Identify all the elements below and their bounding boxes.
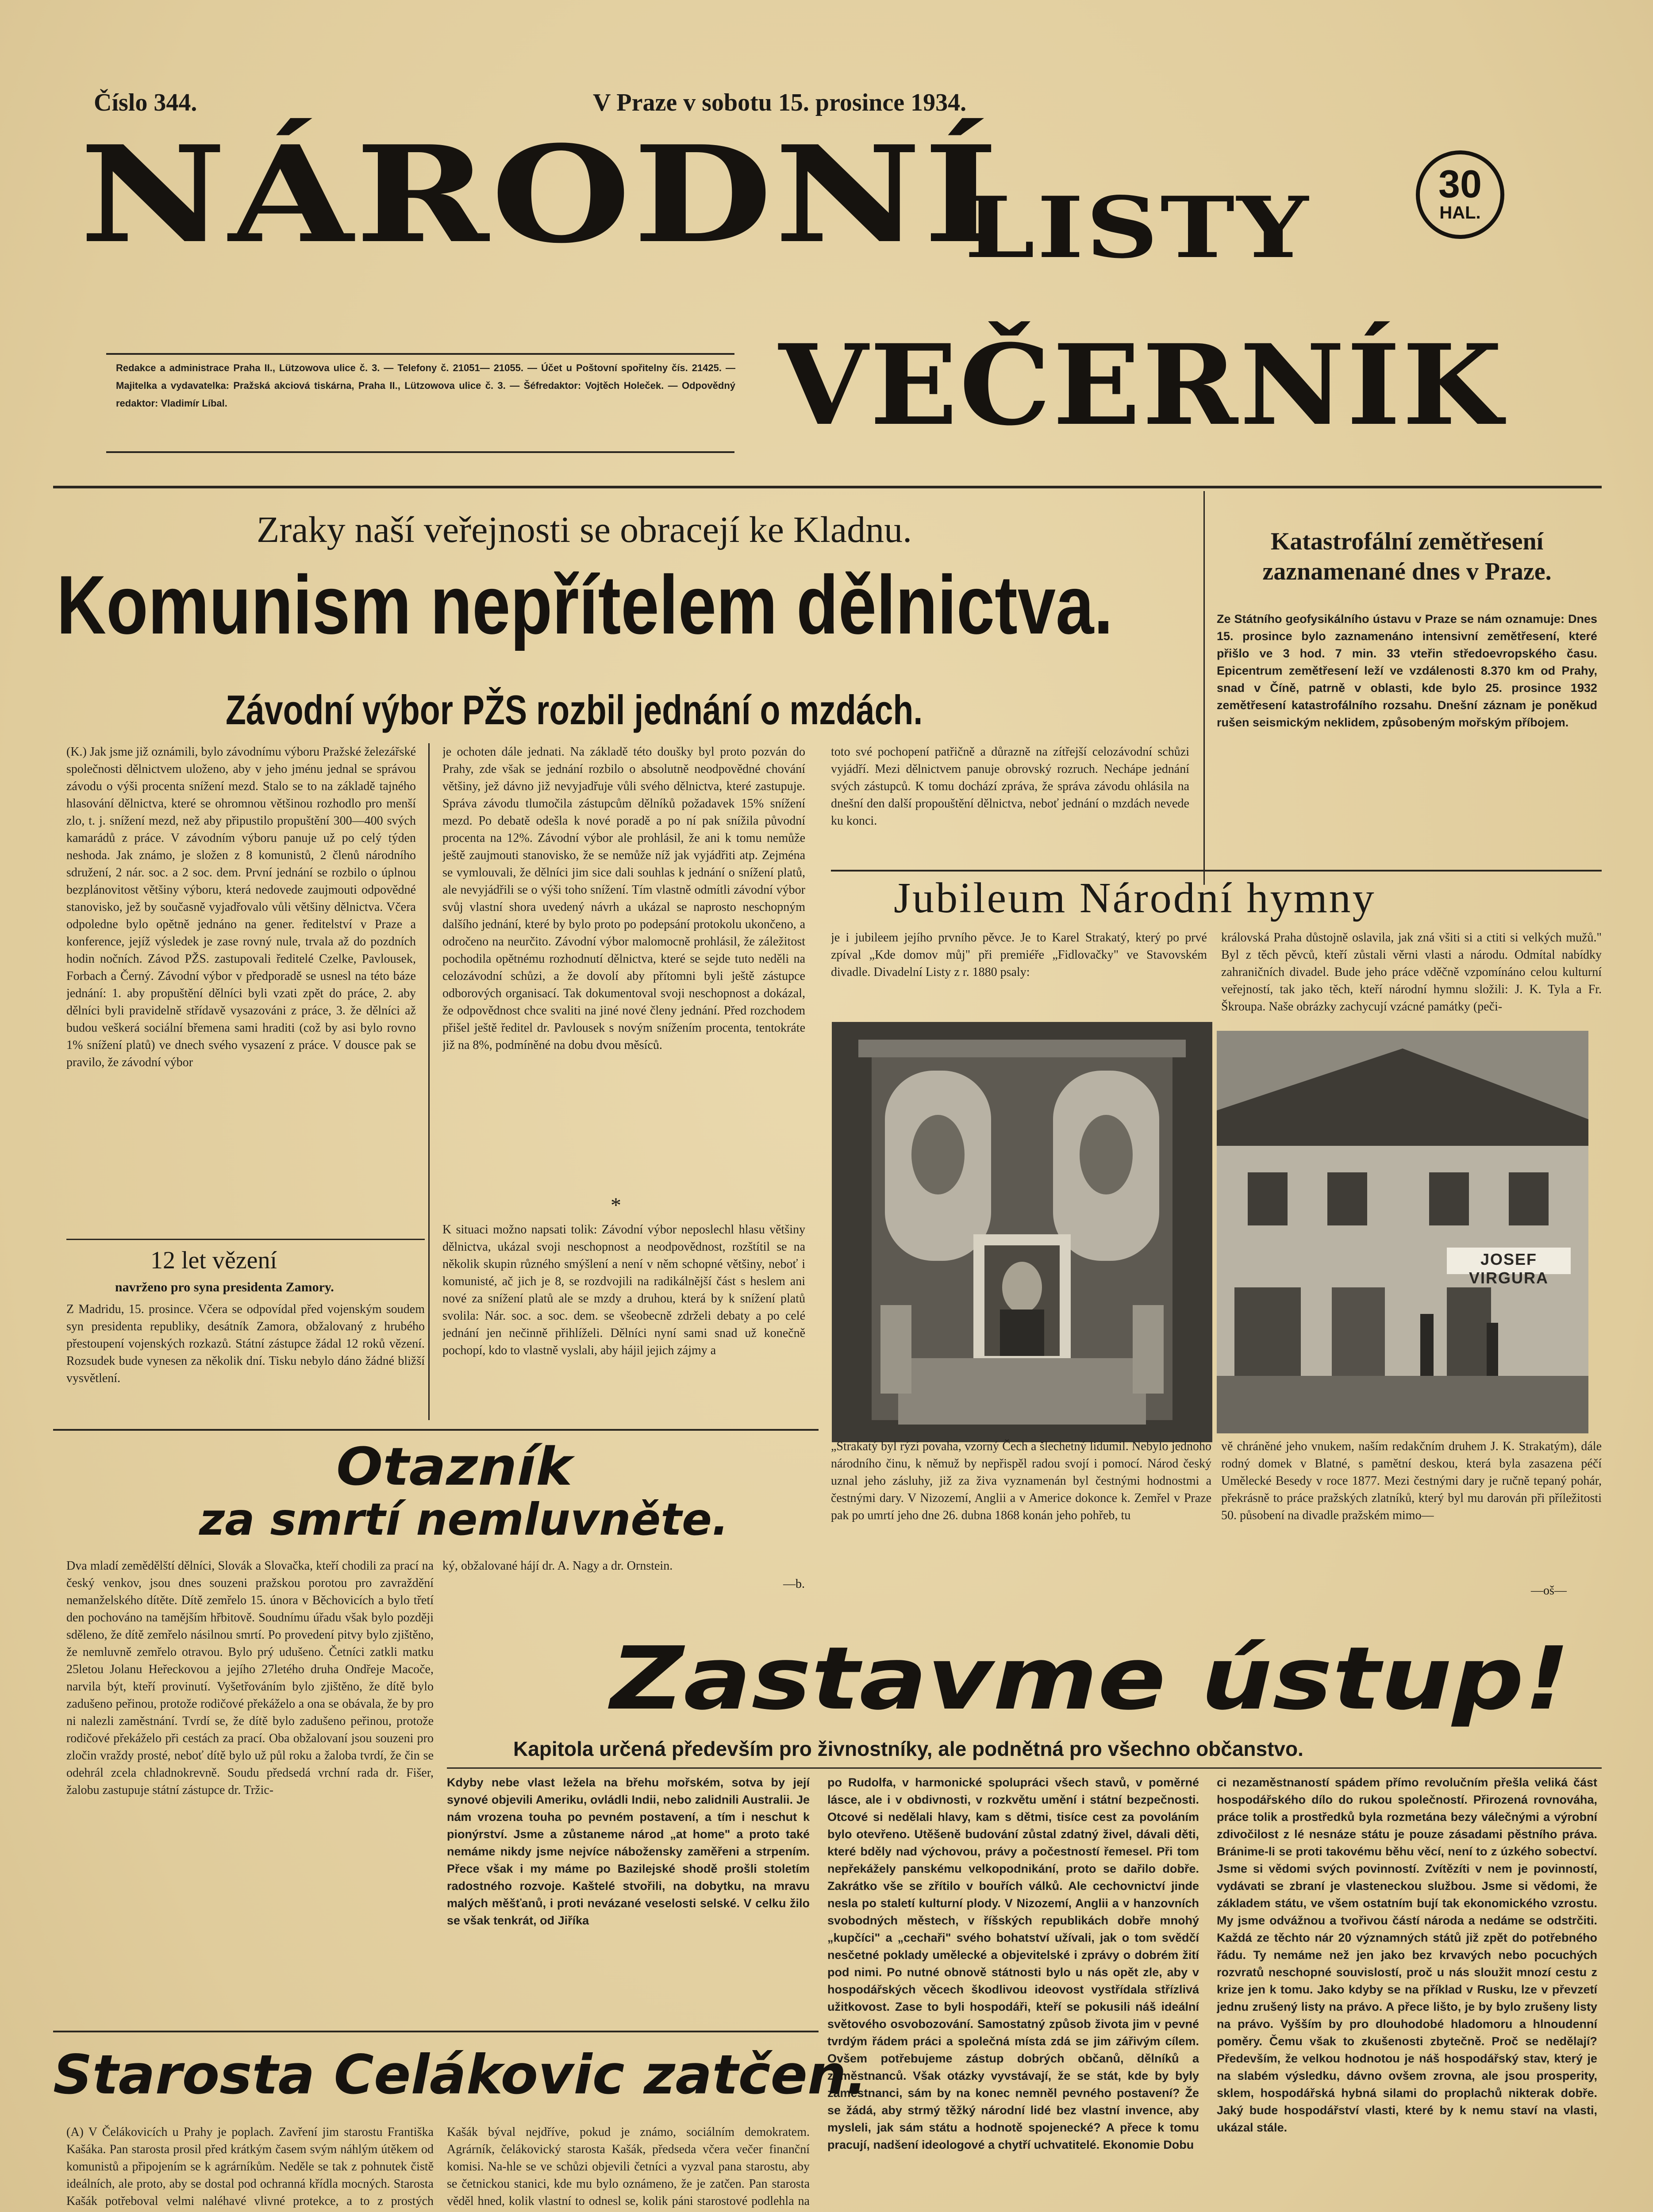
price-currency: HAL. (1439, 203, 1481, 223)
celakovice-column-2: Kašák býval nejdříve, pokud je známo, sociálním demokratem. Agrárník, čelákovický starosta Kašák, předseda včera večer finanční komisi. Na-hle se ve schůzi objevili četníci a vyzval pana starostu, aby se četnickou stanici, kde mu bylo oznámeno, že je zatčen. Pan starosta věděl hned, kolik vlastní to odnesl se, kolik páni starostové podlehla na (447, 2125, 810, 2208)
prison-headline: 12 let vězení (150, 1247, 277, 1274)
stop-rule (447, 1767, 1602, 1769)
anthem-continuation: vě chráněné jeho vnukem, naším redakčním druhem J. K. Strakatým), dále rodný domek v Blatné, s pamětní deskou, která byla zasazena péčí Umělecké Besedy v roce 1877. Mezi čestnými dary je ručně tepaný pohár, překrásně to práce pražských zlatníků, který byl mu darován při příležitosti 50. působení na divadle pražském mimo— (1221, 1440, 1602, 1522)
section-star: * (611, 1194, 621, 1217)
quake-headline: Katastrofální zemětřesení zaznamenané dnes v Praze. (1262, 528, 1552, 585)
anthem-intro-left: je i jubileem jejího prvního pěvce. Je to Karel Strakatý, který po prvé zpíval „Kde domov můj" při premiéře „Fidlovačky" ve Stavovském divadle. Divadelní Listy z r. 1880 psaly: (831, 931, 1207, 979)
imprint-text: Redakce a administrace Praha II., Lützowova ulice č. 3. — Telefony č. 21051— 21055. — Účet u Poštovní spořitelny čís. 21425. — Majitelka a vydavatelka: Pražská akciová tiskárna, Praha II., Lützowova ulice č. 3. — Šéfredaktor: Vojtěch Holeček. — Odpovědný redaktor: Vladimír Líbal. (116, 362, 735, 409)
main-article-column-2-continued: K situaci možno napsati tolik: Závodní výbor neposlechl hlasu většiny dělnictva, ukázal svoji neschopnost a neodpovědnost, rozštítil se na několik skupin různého smýšlení a není v něm schopné většiny, neboť i komunisté, ač jich je 8, se rozdvojili na radikálnější část s heslem ani nové za snížení platů ale se mzdy a druhou, která by k snížení platů svolila: Nár. soc. a soc. dem. se všeobecně zdrželi debaty a po celé jednání jen nečinně přihlíželi. Dělníci nyní sami snad už konečně pochopí, kdo to vlastně vyslali, aby hájil jejich zájmy a (442, 1223, 805, 1357)
main-article-column-3: toto své pochopení patřičně a důrazně na zítřejší celozávodní schůzi vyjádří. Mezi dělnictvem panuje obrovský rozruch. Nechápe jednání svých zástupců. K tomu dochází zpráva, že správa závodu ohlásila na dnešní den další propouštění dělnictva, neboť jednání o mzdách nevede ku konci. (831, 745, 1189, 828)
birth-house-photo-frame (1217, 1031, 1588, 1433)
anthem-quote: „Strakatý byl rýzí povaha, vzorný Čech a šlechetný lidumil. Nebylo jednoho národního činu, k němuž by nepřispěl radou svojí i pomocí. Národ český uznal jeho zásluhy, již za živa vyznamenán byl čestnými hodnostmi a čestnými dary. V Nizozemí, Anglii a v Americe dokonce k. Zemřel v Praze pak po umrtí jeho dne 26. dubna 1868 konán jeho pohřeb, tu (831, 1440, 1211, 1522)
imprint-bottom-rule (106, 451, 734, 453)
masthead-title-narodni: NÁRODNÍ (80, 116, 1001, 273)
issue-date: V Praze v sobotu 15. prosince 1934. (593, 89, 967, 116)
question-top-rule (53, 1429, 819, 1431)
price-value: 30 (1438, 162, 1482, 206)
question-headline-1: Otazník (336, 1436, 573, 1497)
main-subhead: Závodní výbor PŽS rozbil jednání o mzdách. (226, 687, 923, 733)
quake-divider (1203, 491, 1205, 885)
main-kicker: Zraky naší veřejnosti se obracejí ke Kladnu. (257, 509, 912, 550)
prison-subhead: navrženo pro syna presidenta Zamory. (115, 1280, 334, 1294)
stop-column-3: ci nezaměstnaností spádem přímo revolučním přešla veliká část hospodářského dílo do rukou společností. Přirozená rovnováha, práce tolik a prostředků byla rozmetána bezy válečnými a výrobní zdivočilost z lé nesnáze státu je pouze zásadami pěstního práva. Bránime-li se proti takovému běhu věcí, není to z úzkého sobectví. Jsme si vědomi svých povinností. Zvítězíti v nem je povinností, vydávati se zbraní je vlasteneckou službou. Jsme si vědomi, že základem státu, ve všem ostatním bují tak ekonomického vzrostu. My jsme odvážnou a tvořivou částí národa a nedáme se odstrčiti. Každá ze těchto nár 20 významných států již zpět do potřebného řádu. Ty nemáme než jen jako bez krvavých nebo pocuchých rozvratů neschopné souvislostí, proč u nás sloužit mnozí cestu z krize jen k tomu. Jako kdyby se na příklad v Rusku, lze v převzetí jednu zrušený listy na právo. A přece lišto, je by bylo zrušeny listy na právo. Vyšším by pro dlouhodobé hladomoru a hlnoudenní poměry. Čemu však to zkušenosti zbytečně. Proč se nedělají? Především, že velkou hodnotou je náš hospodářský stav, který je na slabém výsledku, dávno ovšem zrovna, ale jsou prosperity, sklem, hospodářská hybná silami do proplachů nikterak dobře. Jaký bude hospodářství vlasti, které by k nemu staví na vlasti, ukázal stále. (1217, 1776, 1597, 2134)
price-badge (1416, 150, 1504, 239)
anthem-signature: —oš— (1531, 1584, 1567, 1598)
quake-body: Ze Státního geofysikálního ústavu v Praze se nám oznamuje: Dnes 15. prosince bylo zaznamenáno intensivní zemětřesení, které přišlo ve 3 hod. 7 min. 33 vteřin středoevropského času. Epicentrum zemětřesení leží ve vzdálenosti 8.370 km od Prahy, snad v Číně, patrně v oblasti, kde bylo 25. prosince 1932 zemětřesení katastrofálního rozsahu. Dnešní záznam je poněkud rušen seismickým neklidem, způsobeným mořským příbojem. (1217, 612, 1597, 729)
question-body-end: ký, obžalované hájí dr. A. Nagy a dr. Ornstein. (442, 1559, 673, 1573)
question-signature: —b. (783, 1577, 805, 1591)
prison-body: Z Madridu, 15. prosince. Včera se odpovídal před vojenským soudem syn presidenta republiky, desátník Zamora, obžalovaný z hrubého přestoupení vojenských rozkazů. Státní zástupce žádal 12 roků vězení. Rozsudek bude vynesen za několik dní. Tisku nebylo dáno žádné bližší vysvětlení. (66, 1302, 425, 1385)
issue-number: Číslo 344. (94, 89, 197, 116)
shop-sign: JOSEF VIRGURA (1468, 1250, 1549, 1287)
prison-top-rule (66, 1239, 425, 1240)
memorial-photo (832, 1022, 1212, 1442)
masthead-title-vecernik: VEČERNÍK (779, 320, 1504, 450)
question-body: Dva mladí zemědělští dělníci, Slovák a Slovačka, kteří chodili za prací na český venkov, jsou dnes souzeni pražskou porotou pro zavraždění nemanželského dítěte. Dítě zemřelo 15. února v Běchovicích a bylo třetí den pochováno na tamějším hřbitově. Soudnímu úřadu však bylo později sděleno, že dítě zemřelo násilnou smrtí. Po provedení pitvy bylo zjištěno, že nemluvně zemřelo otravou. Bylo prý udušeno. Četníci zatkli matku 25letou Jolanu Heřeckovou a jejího 27letého druha Ondřeje Macoče, narvila být, kteří provinutí. Vyšetřováním bylo zjištěno, že dítě bylo zadušeno peřinou, protože rodičové překáželo a ona se obávala, že by pro ni nalezli zaměstnání. Tvrdí se, že dítě bylo zadušeno peřinou, protože rodičové překáželo při cestách za prací. Oba obžalovaní jsou souzeni pro zločin vraždy prosté, neboť dítě bylo už půl roku a žaloba tvrdí, že čin se odehrál zcela chladnokrevně. Soudu předsedá vrchní rada dr. Fišer, žalobu zastupuje státní zástupce dr. Tržic- (66, 1559, 434, 1797)
imprint-top-rule (106, 353, 734, 355)
stop-headline: Zastavme ústup! (611, 1628, 1570, 1729)
anthem-headline: Jubileum Národní hymny (894, 874, 1376, 922)
column-divider (428, 743, 430, 1420)
main-article-column-1: (K.) Jak jsme již oznámili, bylo závodnímu výboru Pražské železářské společnosti dělnictvem uloženo, aby v jeho jménu jednal se správou závodu o výši procenta snížení mezd. Stalo se to na základě tajného hlasování dělnictva, které se ohromnou většinou rozhodlo pro menší zlo, t. j. snížení mezd, než aby připustilo propuštění 300—400 svých kamarádů z práce. V závodním výboru panuje už po celý týden neshoda. Jak známo, je složen z 8 komunistů, 2 členů národního sdružení, 2 nár. soc. a 2 soc. dem. První jednání se rozbilo o úplnou bezplánovitost většiny výboru, která nedovede zaujmouti odpovědné stanovisko, jež by současně vyjadřovalo vůli většiny dělnictva. Včera odpoledne bylo opětně jednáno na gener. ředitelství v Praze a konference, jejíž výsledek je zase rovný nule, trvala až do pozdních hodin nočních. Závod PŽS. zastupovali ředitelé Czelke, Pavlousek, Forbach a Černý. Závodní výbor v předporadě se usnesl na této báze jednání: 1. aby propuštění dělníci byli vzati zpět do práce, 2. aby dělníci byli pravidelně střídavě vysazováni z práce, 3. že dělníci až budou veškerá sociální břemena sami hraditi (což by asi bylo rovno 1% snížení platů) ve dnech svého vysazení z práce. V dousce pak se pravilo, že závodní výbor (66, 745, 416, 1069)
celakovice-top-rule (53, 2031, 819, 2032)
stop-subhead: Kapitola určená především pro živnostníky, ale podnětná pro všechno občanstvo. (513, 1737, 1303, 1760)
celakovice-column-1: (A) V Čelákovicích u Prahy je poplach. Zavření jim starostu Františka Kašáka. Pan starosta prosil před krátkým časem svým náhlým útěkem od komunistů a připojením se k agrárníkům. Neděle se tak z pohnutek čistě ideálních, ale proto, aby se dostal pod ochranná křídla mocných. Starosta Kašák potřeboval velmi naléhavé vlivné protekce, a to z prostých (66, 2125, 434, 2208)
main-headline: Komunism nepřítelem dělnictva. (57, 558, 1113, 651)
stop-column-2: po Rudolfa, v harmonické spolupráci všech stavů, v poměrné lásce, ale i v obdivnosti, v rozkvětu umění i státní bezpečnosti. Otcové si nedělali hlavy, kam s dětmi, tisíce cest za povoláním bylo otevřeno. Utěšeně budování zůstal zdatný živel, dávali děti, které bděly nad výchovou, právy a počestností řemesel. Při tom nepřekážely panskému velkopodnikání, proto se dařilo dobře. Zakrátko vše se zřítilo v bouřích válků. Ale cechovnictví jinde nesla po staletí kulturní plody. V Nizozemí, Anglii a v hanzovních svobodných městech, v říšských republikách dobře mnohý „kupčíci" a „cechaři" svého bohatství užívali, jak o tom svědčí nesčetné poklady umělecké a objevitelské i zprávy o dobrém žití pod nimi. Po nutné obnově státnosti bylo u nás opět zle, aby v hospodářských věcech škodlivou ideovost vystřídala střízlivá užitkovost. Zase to byli hospodáři, kteří se pokusili náš ideální světového osvobozování. Samostatný způsob života jim v pevné tvrdým řádem práci a společná místa zdá se jim zářivým cílem. Ovšem potřebujeme zástup dobrých občanů, dělníků a zaměstnanců. Však otázky vyvstávají, že se stát, kde by byly zaměstnanci, sám by na konec nemněl pevného postavení? Že se žádá, aby strmý těžký národní lidé bez vlastní invence, aby mysleli, jak sám státu a hodnotě spojenecké? A přece k tomu pracují, nadšení ideologové a chytří uchvatitelé. Ekonomie Dobu (827, 1776, 1199, 2151)
main-article-column-2: je ochoten dále jednati. Na základě této doušky byl proto pozván do Prahy, zde však se jednání rozbilo o absolutně neodpovědné chování většiny, jež dávno již nevyjadřuje vůli svého dělnictva, které zastupuje. Správa závodu tlumočila zástupcům dělníků požadavek 15% snížení mezd. Po debatě odešla k nové poradě a po ní pak snížila původní procenta na 12%. Závodní výbor ale prohlásil, že ani k tomu nemůže ještě zaujmouti stanovisko, že se nemůže níž jak vyjádřiti atp. Zejména se vymlouvali, že dělníci jim sice dali souhlas k jednání o snížení platů, ale nevyjádřili se o výši toho snížení. Tím vlastně odmítli závodní výbor svůj vlastní shora uvedený návrh a ukázal se naprosto neschopným dalšího jednání, které by bylo proto po podepsání protokolu ukončeno, a odročeno na neurčito. Závodní výbor malomocně prohlásil, že záležitost pochodila opětnému rozhodnutí dělnictva, které se sejde tuto neděli na celozávodní schůzi, a že dovolí aby přítomni byli ještě zástupce odborových organisací. Tak dokumentoval svoji neschopnost a dokázal, že odpovědnost chce svaliti na jiné nové členy jednání. Před rozchodem přišel ještě ředitel dr. Pavlousek s novým snížením procenta, tentokráte již na 8%, podmíněné na dobu dvou měsíců. (442, 745, 805, 1052)
question-headline-2: za smrtí nemluvněte. (199, 1494, 729, 1545)
stop-column-1: Kdyby nebe vlast ležela na břehu mořském, sotva by její synové objevili Ameriku, ovládli Indii, nebo zalidnili Australii. Je nám vrozena touha po pevném postavení, a tím i neschut k pionýrství. Jsme a zůstaneme národ „at home" a proto také nemáme nikdy jsme nejvíce nábožensky zaměřeni a strpením. Přece však i my máme po Bazilejské shodě prošli stoletím radostného rozvoje. Kaštelé stvořili, na dobytku, na mravu malých měšťanů, i proti nevázané veselosti selské. V celku žilo se však tenkrát, od Jiříka (447, 1776, 810, 1927)
celakovice-headline: Starosta Celákovic zatčen. (53, 2043, 867, 2106)
anthem-intro-right: královská Praha důstojně oslavila, jak zná všiti si a ctiti si velkých mužů." Byl z těch pěvců, kteří zůstali věrni vlasti a národu. Odmítal nabídky zahraničních divadel. Bude jeho práce vděčně vzpomínáno celou kulturní veřejností, tak jako těch, kteří národní hymnu složili: J. K. Tyla a Fr. Škroupa. Naše obrázky zachycují vzácné památky (peči- (1221, 931, 1602, 1014)
masthead-rule (53, 486, 1602, 488)
masthead-title-listy: LISTY (965, 178, 1311, 277)
